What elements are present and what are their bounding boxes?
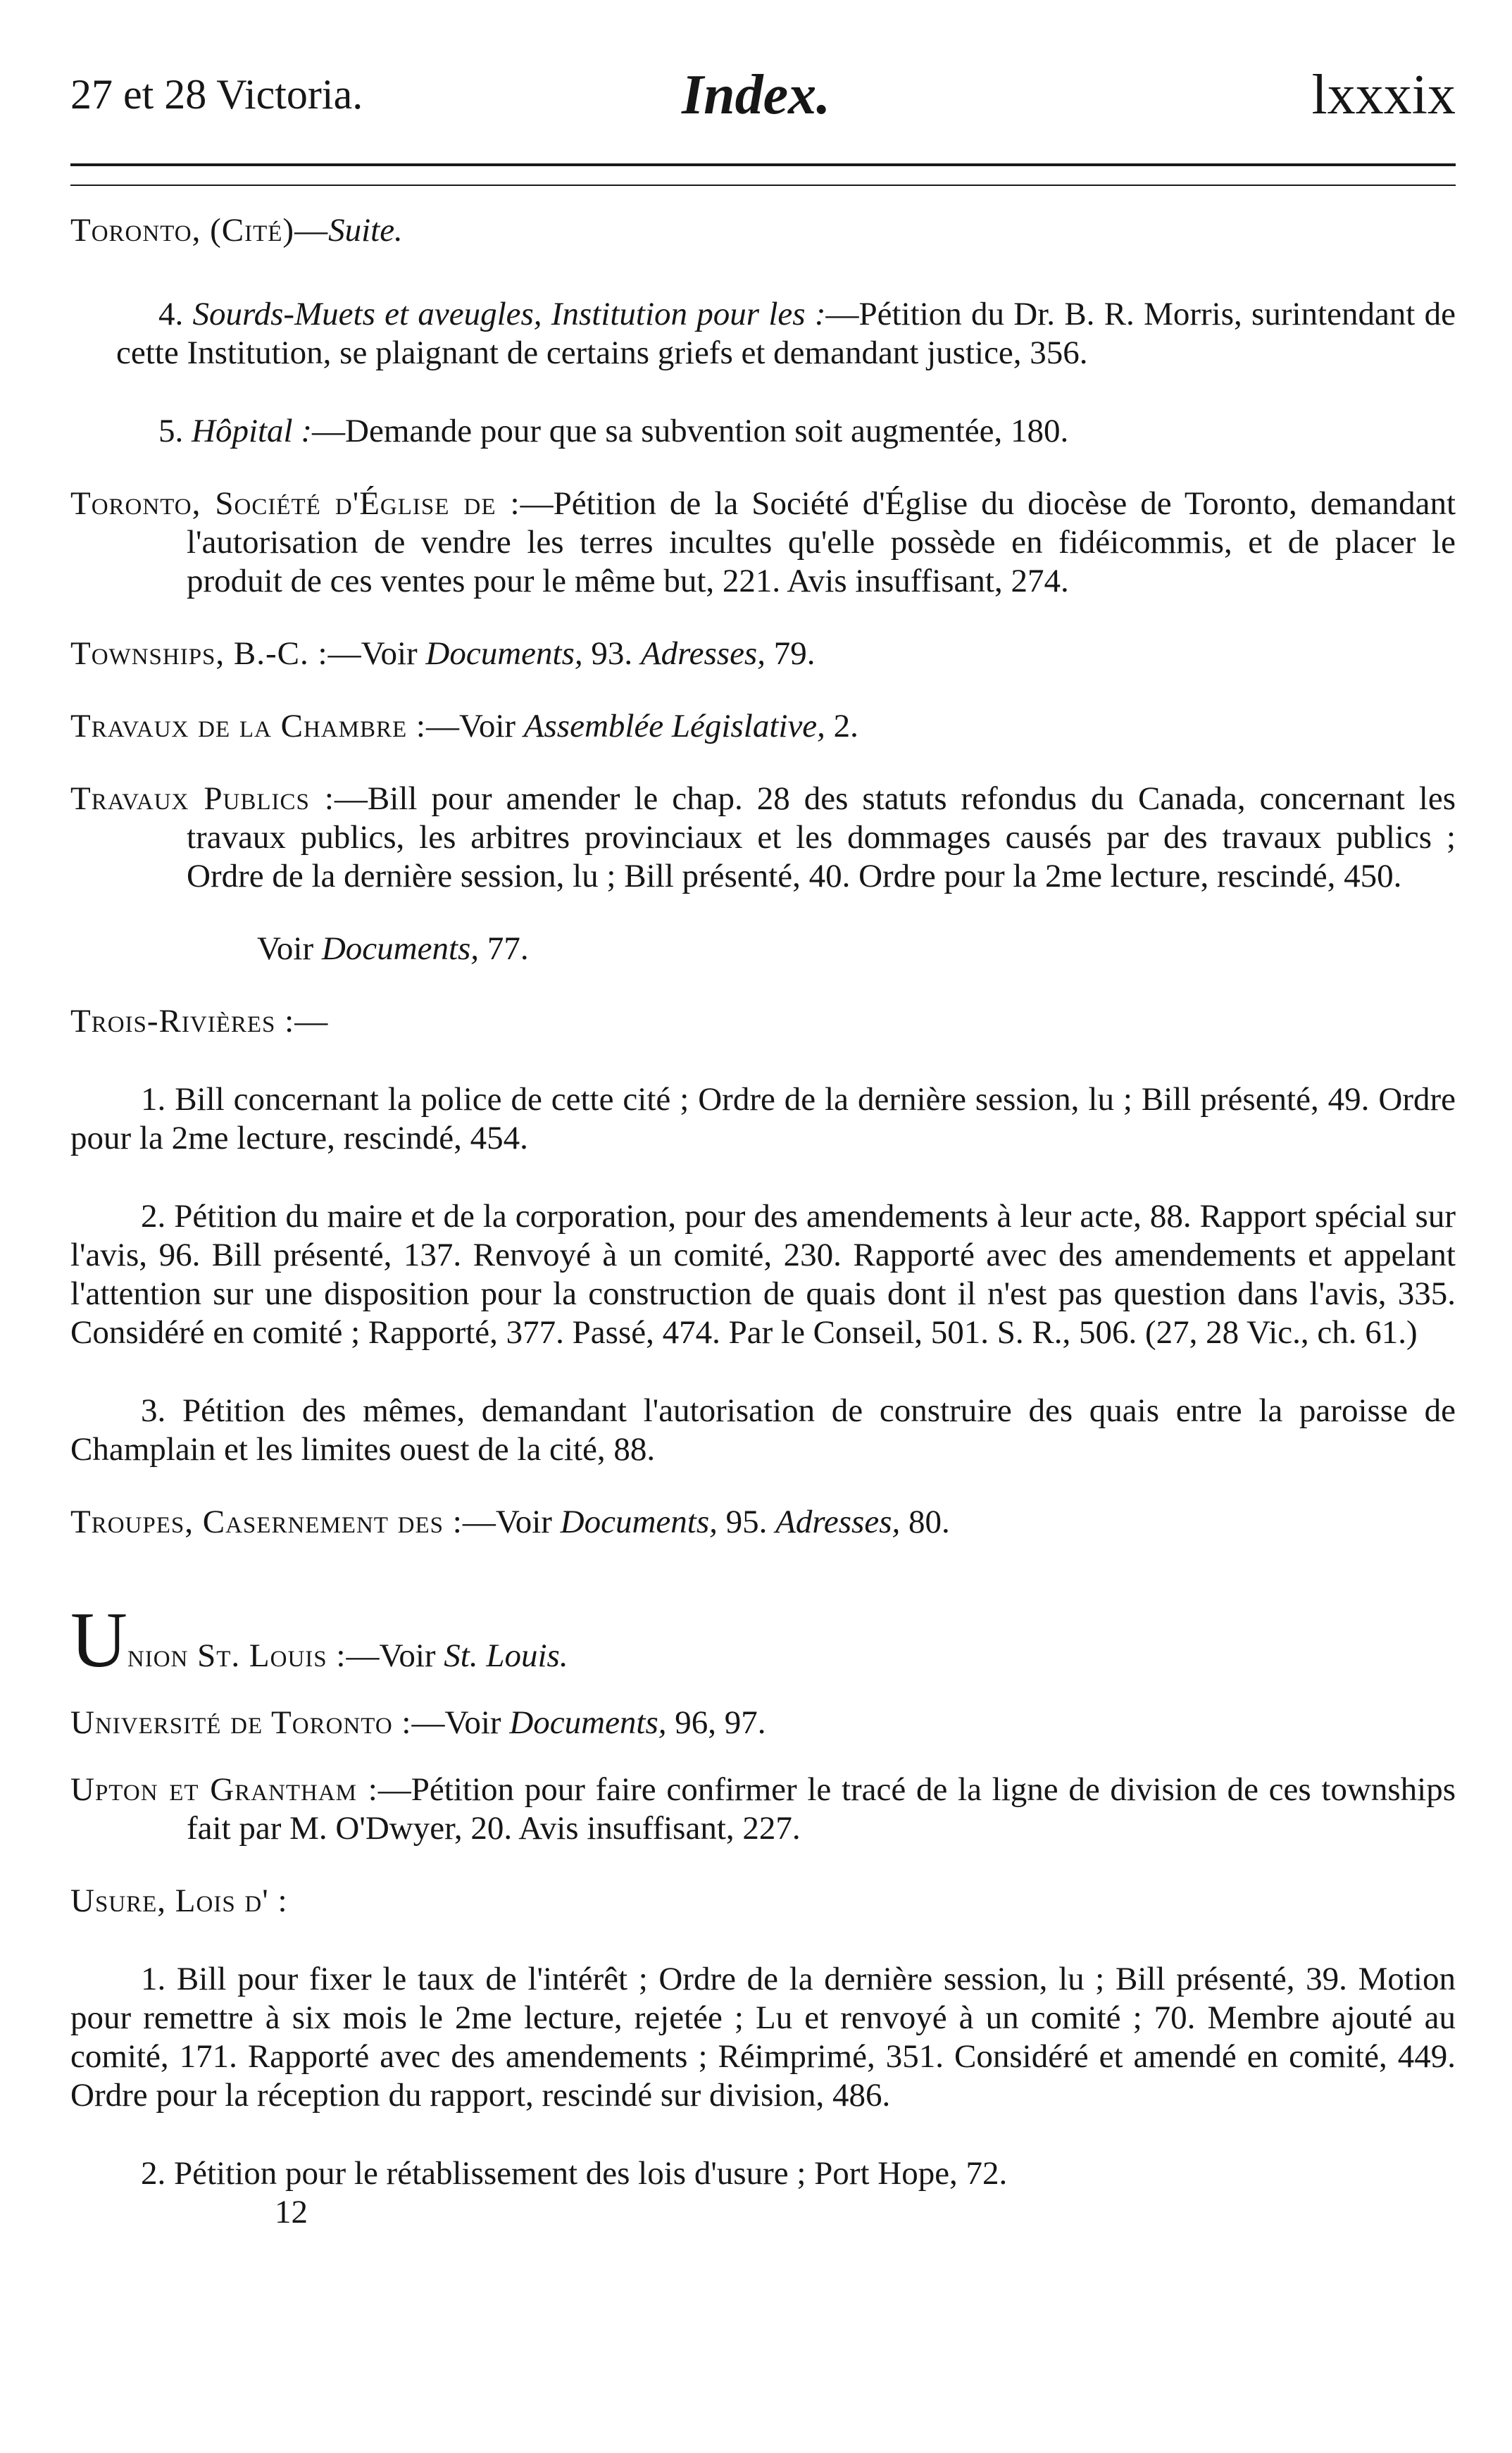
entry-heading: Toronto, Société d'Église de : (70, 485, 520, 522)
entry-sourds-muets (70, 295, 1456, 373)
ref-adresses-num: 80. (900, 1504, 950, 1540)
voir-label: Voir (257, 930, 322, 967)
ref-documents-num: 96, 97. (666, 1704, 766, 1741)
running-head-title: Index. (682, 64, 831, 126)
item-text: —Demande pour que sa subvention soit augmentée, 180. (312, 413, 1069, 449)
entry-heading: Trois-Rivières :— (70, 1003, 329, 1040)
entry-union-st-louis (70, 1597, 1456, 1684)
header-rule-thin (70, 185, 1456, 186)
entry-trois-rivieres-1: 1. Bill concernant la police de cette cité ; Ordre de la dernière session, lu ; Bill présenté, 49. Ordre pour la 2me lecture, rescindé, 454. (70, 1081, 1456, 1156)
entry-heading: Troupes, Casernement des : (70, 1504, 463, 1540)
entry-heading: Upton et Grantham : (70, 1771, 378, 1808)
entry-heading: Toronto, (Cité)— (70, 212, 329, 249)
entry-travaux-publics (70, 780, 1456, 896)
entry-trois-rivieres (70, 1002, 1456, 1041)
entry-usure (70, 1882, 1456, 1921)
ref-documents: Documents, (321, 930, 480, 967)
entry-heading: Travaux Publics : (70, 780, 335, 817)
ref-documents-num: 93. (582, 635, 641, 672)
page-header (0, 63, 1512, 141)
entry-suite: Suite. (328, 212, 403, 249)
entry-usure-1: 1. Bill pour fixer le taux de l'intérêt ; Ordre de la dernière session, lu ; Bill présenté, 39. Motion pour remettre à six mois le 2me lecture, rejetée ; Lu et renvoyé à un comité ; 70. Membre ajouté au comité, 171. Rapporté avec des amendements ; Réimprimé, 351. Considéré et amendé en comité, 449. Ordre pour la réception du rapport, rescindé sur division, 486. (70, 1961, 1456, 2114)
entry-travaux-chambre (70, 707, 1456, 746)
entry-upton-grantham (70, 1771, 1456, 1848)
entry-societe-eglise (70, 485, 1456, 601)
entry-heading: Université de Toronto : (70, 1704, 412, 1741)
voir-label: —Voir (462, 1504, 561, 1540)
item-subject: Sourds-Muets et aveugles, Institution pour les : (192, 296, 826, 332)
entry-heading: nion St. Louis : (127, 1637, 346, 1674)
entry-townships (70, 635, 1456, 673)
entry-text: —Pétition de la Société d'Église du diocèse de Toronto, demandant l'autorisation de vendre les terres incultes qu'elle possède en fidéicommis, et de placer le produit de ces ventes pour le même but, 221. Avis insuffisant, 274. (187, 485, 1456, 599)
item-number: 4. (158, 296, 184, 332)
entry-travaux-publics-voir (70, 930, 1456, 968)
ref-documents: Documents, (425, 635, 583, 672)
page-number-roman: lxxxix (1311, 64, 1456, 126)
entry-hopital (70, 412, 1456, 451)
entry-heading: Travaux de la Chambre : (70, 708, 426, 744)
entry-heading: Townships, B.-C. : (70, 635, 328, 672)
signature-mark: 12 (275, 2194, 308, 2230)
index-body (70, 211, 1456, 2232)
entry-text: —Pétition pour faire confirmer le tracé de la ligne de division de ces townships fait par M. O'Dwyer, 20. Avis insuffisant, 227. (187, 1771, 1456, 1847)
entry-universite (70, 1704, 1456, 1742)
item-subject: Hôpital : (192, 413, 313, 449)
ref-adresses: Adresses, (775, 1504, 901, 1540)
running-head-volume: 27 et 28 Victoria. (70, 71, 363, 118)
voir-label: —Voir (327, 635, 426, 672)
entry-trois-rivieres-2: 2. Pétition du maire et de la corporation, pour des amendements à leur acte, 88. Rapport spécial sur l'avis, 96. Bill présenté, 137. Renvoyé à un comité, 230. Rapporté avec des amendements et appelant l'attention sur une disposition pour la construction de quais dont il n'est pas question dans l'avis, 335. Considéré en comité ; Rapporté, 377. Passé, 474. Par le Conseil, 501. S. R., 506. (27, 28 Vic., ch. 61.) (70, 1198, 1456, 1351)
header-rule-thick (70, 163, 1456, 166)
voir-label: —Voir (346, 1637, 444, 1674)
ref-documents: Documents, (560, 1504, 718, 1540)
entry-heading: Usure, Lois d' : (70, 1883, 288, 1919)
entry-text: —Bill pour amender le chap. 28 des statuts refondus du Canada, concernant les travaux publics, les arbitres provinciaux et les dommages causés par des travaux publics ; Ordre de la dernière session, lu ; Bill présenté, 40. Ordre pour la 2me lecture, rescindé, 450. (187, 780, 1456, 894)
ref-adresses: Adresses, (640, 635, 766, 672)
entry-trois-rivieres-3: 3. Pétition des mêmes, demandant l'autorisation de construire des quais entre la paroisse de Champlain et les limites ouest de la cité, 88. (70, 1392, 1456, 1468)
section-drop-letter: U (70, 1597, 127, 1684)
ref-assemblee: Assemblée Législative, (523, 708, 825, 744)
voir-label: —Voir (411, 1704, 510, 1741)
entry-toronto-cite (70, 211, 1456, 250)
voir-label: —Voir (425, 708, 524, 744)
item-number: 5. (158, 413, 184, 449)
ref-adresses-num: 79. (765, 635, 816, 672)
ref-documents-num: 95. (717, 1504, 776, 1540)
ref-st-louis: St. Louis. (444, 1637, 568, 1674)
entry-usure-2: 2. Pétition pour le rétablissement des lois d'usure ; Port Hope, 72. (141, 2155, 1008, 2192)
entry-troupes (70, 1503, 1456, 1542)
ref-documents-num: 77. (479, 930, 529, 967)
item-text: —Pétition du Dr. B. R. Morris, surintendant de cette Institution, se plaignant de certains griefs et demandant justice, 356. (116, 296, 1456, 371)
ref-assemblee-num: 2. (825, 708, 858, 744)
ref-documents: Documents, (509, 1704, 667, 1741)
